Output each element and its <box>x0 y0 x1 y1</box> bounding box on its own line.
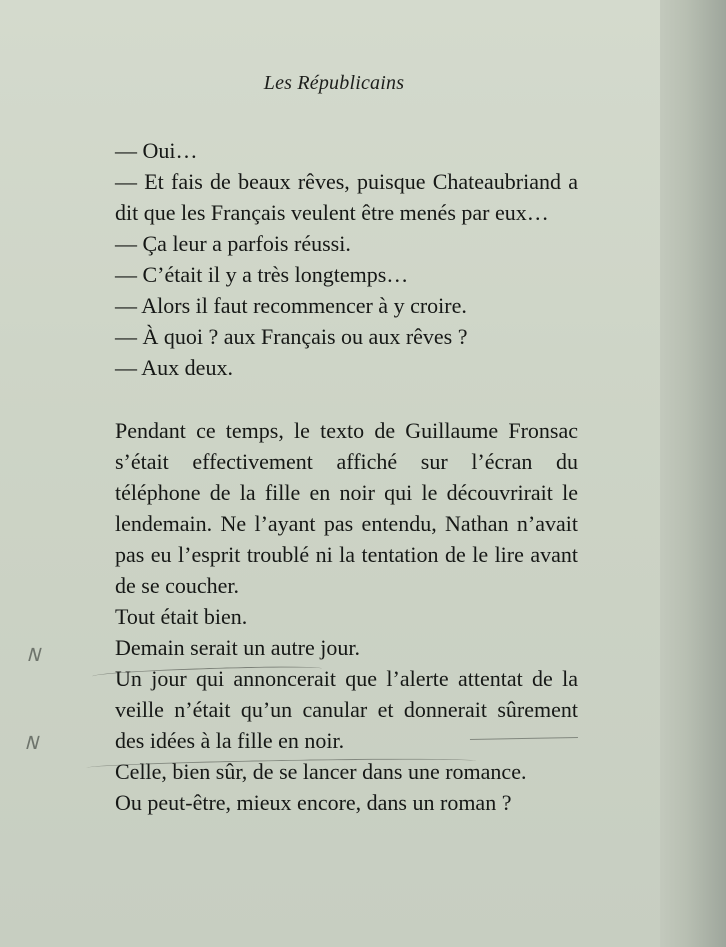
dialogue-line: — Oui… <box>115 138 198 163</box>
body-text <box>115 135 578 818</box>
margin-annotation: N <box>23 733 43 754</box>
dialogue-line: — À quoi ? aux Français ou aux rêves ? <box>115 324 468 349</box>
paragraph: Demain serait un autre jour. <box>115 635 360 660</box>
paragraph: Pendant ce temps, le texto de Guillaume Fronsac s’était effectivement affiché sur l’écran du téléphone de la fille en noir qui le découvrirait le lendemain. Ne l’ayant pas entendu, Nathan n’avait pas eu l’esprit troublé ni la tentation de le lire avant de se coucher. <box>115 418 578 598</box>
page-edge <box>660 0 726 947</box>
running-head: Les Républicains <box>263 72 405 94</box>
section-break <box>115 383 578 415</box>
paragraph: Ou peut-être, mieux encore, dans un roman ? <box>115 790 512 815</box>
dialogue-line: — Aux deux. <box>115 355 233 380</box>
dialogue-line: — Alors il faut recommencer à y croire. <box>115 293 467 318</box>
dialogue-line: — Et fais de beaux rêves, puisque Chateaubriand a dit que les Français veulent être menés par eux… <box>115 169 578 225</box>
paragraph: Celle, bien sûr, de se lancer dans une romance. <box>115 759 527 784</box>
paragraph: Tout était bien. <box>115 604 248 629</box>
margin-annotation: N <box>25 645 45 666</box>
dialogue-line: — Ça leur a parfois réussi. <box>115 231 351 256</box>
dialogue-line: — C’était il y a très longtemps… <box>115 262 409 287</box>
paragraph: Un jour qui annoncerait que l’alerte attentat de la veille n’était qu’un canular et donnerait sûrement des idées à la fille en noir. <box>115 666 578 753</box>
